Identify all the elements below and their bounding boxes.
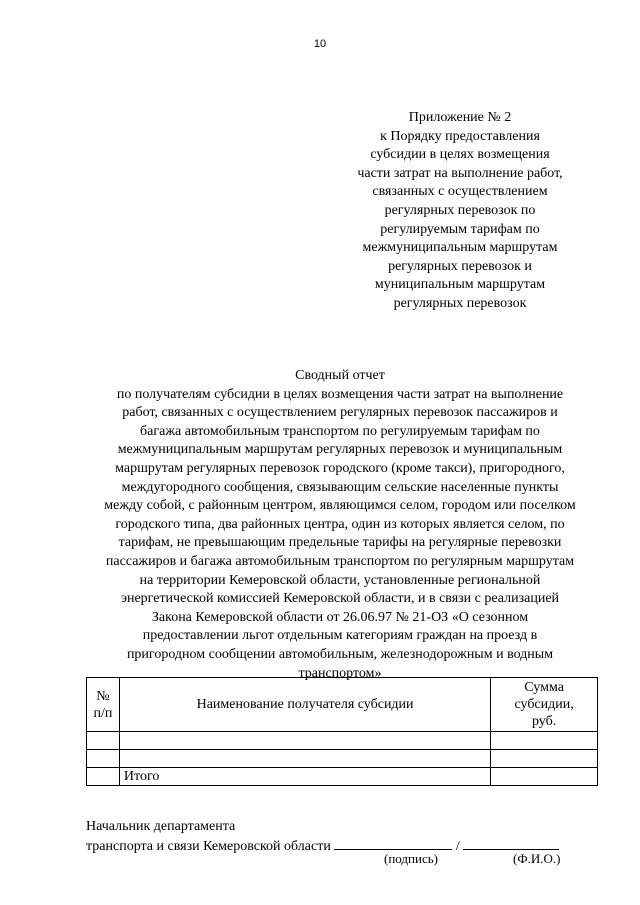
report-line: по получателям субсидии в целях возмещения части затрат на выполнение [116,386,564,402]
total-value-cell[interactable] [491,768,598,786]
header-subsidy-sum [491,678,598,732]
appendix-line: регулируемым тарифам по [380,221,540,237]
page-number: 10 [313,38,327,50]
report-line: багажа автомобильным транспортом по регулируемым тарифам по [140,423,540,439]
header-number [87,678,120,732]
table-row [87,732,598,750]
signature-line[interactable] [334,836,452,850]
table-total-row [87,768,598,786]
report-line: предоставлении льгот отдельным категориям граждан на проезд в [142,628,538,644]
report-line: тарифам, не превышающим предельные тарифы на регулярные перевозки [118,535,562,551]
report-line: городского типа, два районных центра, один из которых является селом, по [115,516,565,532]
table-cell[interactable] [87,732,120,750]
appendix-line: регулярных перевозок [393,295,527,311]
appendix-line: регулярных перевозок и [388,258,532,274]
table-row [87,750,598,768]
header-recipient-name: Наименование получателя субсидии [119,678,490,732]
report-line: энергетической комиссией Кемеровской области, и в связи с реализацией [120,591,560,607]
table-cell[interactable] [87,768,120,786]
report-line: между собой, с районным центром, являющимся селом, городом или поселком [104,498,576,514]
report-line: маршрутам регулярных перевозок городского (кроме такси), пригородного, [115,460,565,476]
report-line: межмуниципальным маршрутам регулярных перевозок и муниципальным [117,442,563,458]
table-cell[interactable] [491,732,598,750]
signature-position-line1: Начальник департамента [86,819,236,834]
subsidy-table [86,677,598,786]
appendix-line: регулярных перевозок по [384,202,536,218]
appendix-header [330,109,590,314]
table-cell[interactable] [119,750,490,768]
table-header-row [87,678,598,732]
signature-separator: / [455,839,460,854]
name-hint: (Ф.И.О.) [513,851,561,866]
header-number-symbol: № [96,688,110,704]
table-cell[interactable] [87,750,120,768]
signature-position-line2: транспорта и связи Кемеровской области [86,839,331,854]
appendix-line: субсидии в целях возмещения [370,147,550,163]
report-line: пригородном сообщении автомобильным, железнодорожным и водным [126,646,554,662]
header-sum-line: руб. [531,714,557,729]
report-line: работ, связанных с осуществлением регулярных перевозок пассажиров и [122,405,558,421]
report-line: на территории Кемеровской области, установленные региональной [139,572,541,588]
report-line: транспортом» [298,665,382,681]
header-number-label: п/п [93,705,113,721]
appendix-line: муниципальным маршрутам [374,277,546,293]
signature-hint: (подпись) [384,851,438,866]
appendix-line: межмуниципальным маршрутам [362,240,558,256]
table-cell[interactable] [491,750,598,768]
appendix-line: связанных с осуществлением [372,184,548,200]
report-line: междугородного сообщения, связывающим сельские населенные пункты [121,479,559,495]
appendix-line: части затрат на выполнение работ, [357,165,563,181]
report-line: Закона Кемеровской области от 26.06.97 № 21-ОЗ «О сезонном [151,609,529,625]
table-cell[interactable] [119,732,490,750]
report-title: Сводный отчет [295,368,385,383]
header-sum-line: Сумма [524,680,564,695]
appendix-line: к Порядку предоставления [380,128,540,144]
total-label: Итого [119,768,490,786]
appendix-line: Приложение № 2 [408,110,512,125]
report-line: пассажиров и багажа автомобильным транспортом по регулярным маршрутам [105,553,575,569]
header-sum-line: субсидии, [514,697,574,712]
report-heading [70,367,610,683]
name-line[interactable] [463,836,559,850]
